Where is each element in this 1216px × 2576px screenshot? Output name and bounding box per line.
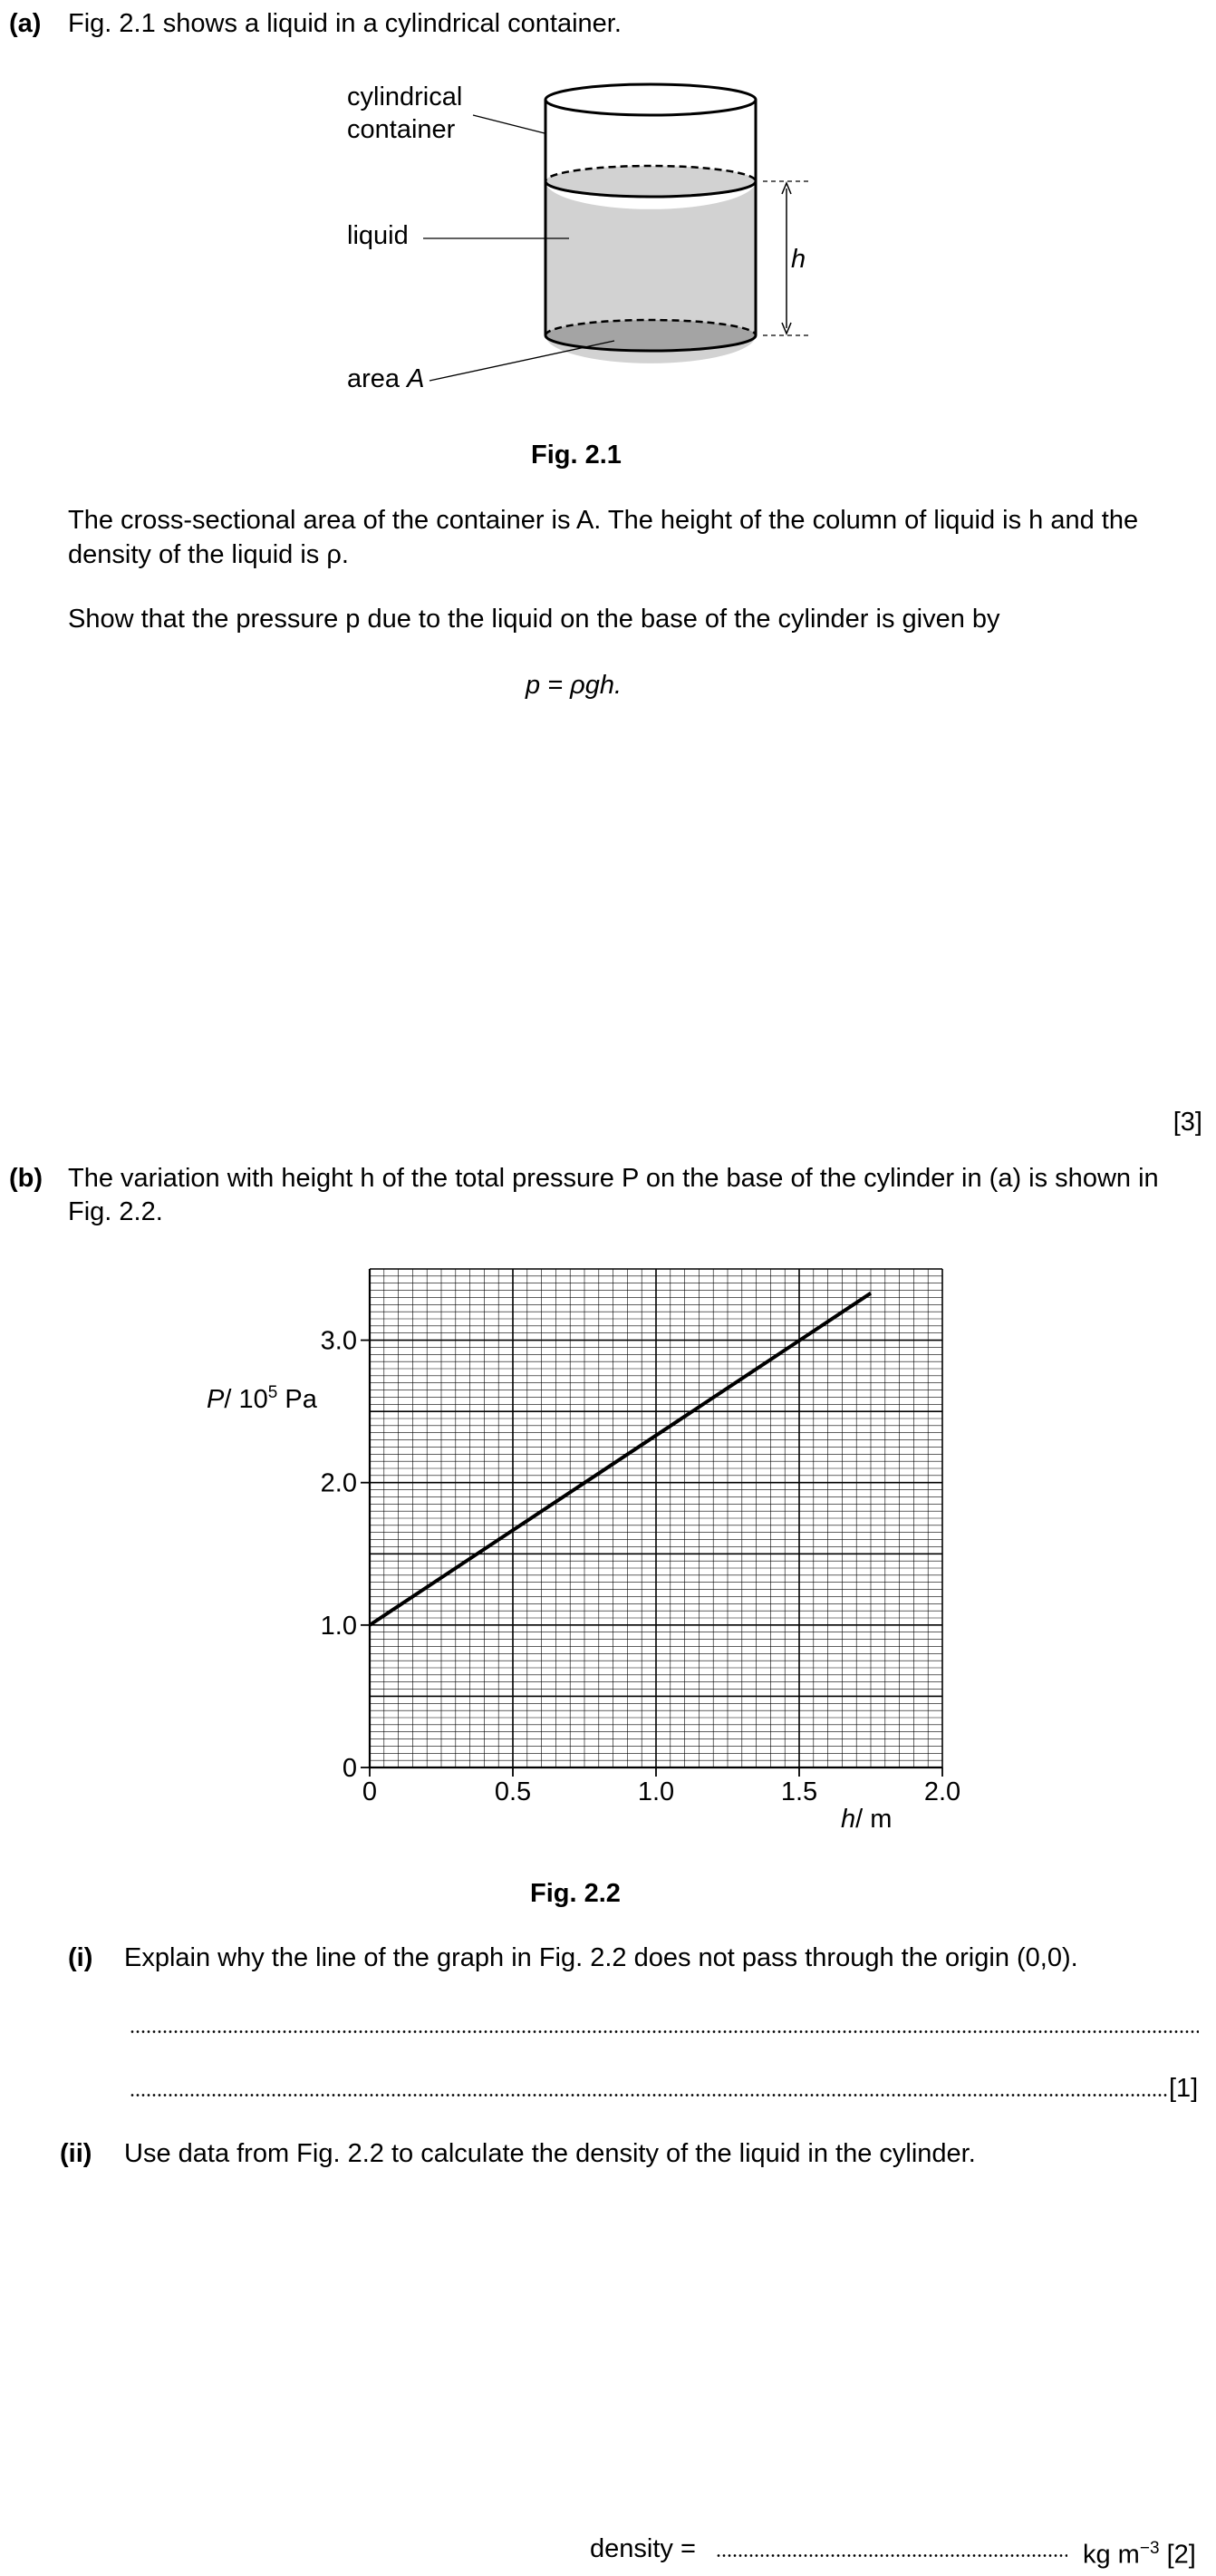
y-tick-label: 2.0 <box>320 1468 357 1498</box>
part-a-para2: Show that the pressure p due to the liquid on the base of the cylinder is given by <box>68 605 1000 634</box>
y-tick-label: 1.0 <box>320 1611 357 1641</box>
x-axis-label: h/ m <box>841 1805 893 1834</box>
x-tick-label: 0.5 <box>494 1777 532 1806</box>
container-rim <box>545 84 756 115</box>
part-a-label: (a) <box>9 9 42 38</box>
part-a-equation: p = ρgh. <box>526 671 622 700</box>
q1-marks: [1] <box>1169 2074 1199 2103</box>
pressure-height-chart <box>181 1251 997 1849</box>
q2-label: (ii) <box>60 2139 92 2168</box>
chart-tick-labels <box>321 1327 960 1806</box>
part-a-marks: [3] <box>1173 1108 1202 1137</box>
part-b-label: (b) <box>9 1164 43 1193</box>
q1-answer-line-2[interactable] <box>130 2094 1167 2097</box>
density-unit: kg $m^{-3}$ [2] <box>1083 2539 1196 2570</box>
part-a-para1-line2: density of the liquid is ρ. <box>68 540 349 569</box>
fig-2-1-caption: Fig. 2.1 <box>531 441 622 470</box>
q2-text: Use data from Fig. 2.2 to calculate the density of the liquid in the cylinder. <box>124 2139 976 2168</box>
part-a-para1-line1: The cross-sectional area of the container is A. The height of the column of liquid is h and the <box>68 506 1139 535</box>
chart-grid <box>370 1269 942 1767</box>
y-tick-label: 0 <box>342 1754 357 1783</box>
density-answer-label: density = <box>590 2534 696 2563</box>
fig-2-2-caption: Fig. 2.2 <box>530 1879 621 1908</box>
x-tick-label: 1.0 <box>637 1777 675 1806</box>
q1-answer-line-1[interactable] <box>130 2030 1199 2033</box>
x-tick-label: 1.5 <box>780 1777 818 1806</box>
label-liquid: liquid <box>347 221 409 250</box>
q1-label: (i) <box>68 1943 93 1972</box>
label-area: area A <box>347 364 425 393</box>
density-answer-line[interactable] <box>716 2554 1067 2557</box>
label-height: h <box>791 245 806 274</box>
label-container-2: container <box>347 115 456 144</box>
x-tick-label: 0 <box>362 1777 378 1806</box>
label-container-1: cylindrical <box>347 82 463 111</box>
y-axis-label: P/ $10^5$ Pa <box>207 1383 317 1414</box>
y-tick-label: 3.0 <box>320 1326 357 1356</box>
part-b-intro-line2: Fig. 2.2. <box>68 1197 163 1226</box>
part-a-intro: Fig. 2.1 shows a liquid in a cylindrical container. <box>68 9 622 38</box>
x-tick-label: 2.0 <box>923 1777 961 1806</box>
q1-text: Explain why the line of the graph in Fig. 2.2 does not pass through the origin (0,0). <box>124 1943 1078 1972</box>
part-b-intro-line1: The variation with height h of the total pressure P on the base of the cylinder in (a) is shown in <box>68 1164 1159 1193</box>
